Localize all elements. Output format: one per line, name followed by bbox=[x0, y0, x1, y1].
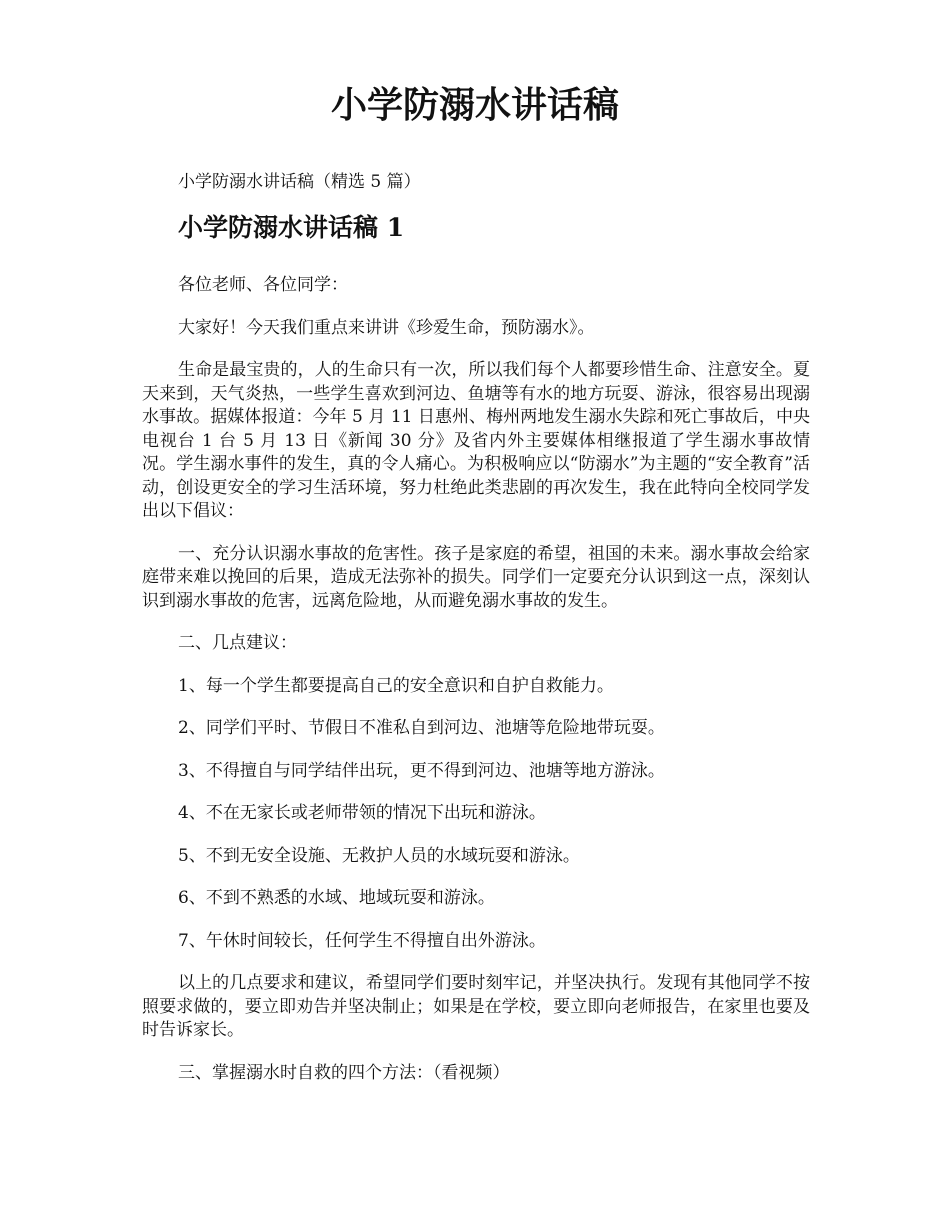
list-item-suggestion-6: 6、不到不熟悉的水域、地域玩耍和游泳。 bbox=[178, 888, 495, 908]
paragraph-point-one: 一、充分认识溺水事故的危害性。孩子是家庭的希望，祖国的未来。溺水事故会给家庭带来难以挽回的后果，造成无法弥补的损失。同学们一定要充分认识到这一点，深刻认识到溺水事故的危害，远离危险地，从而避免溺水事故的发生。 bbox=[142, 543, 810, 611]
list-item-suggestion-7: 7、午休时间较长，任何学生不得擅自出外游泳。 bbox=[178, 930, 546, 951]
paragraph-greeting: 各位老师、各位同学： bbox=[178, 275, 348, 295]
document-title: 小学防溺水讲话稿 bbox=[330, 84, 619, 126]
document-body bbox=[142, 274, 810, 1104]
list-item-suggestion-1: 1、每一个学生都要提高自己的安全意识和自护自救能力。 bbox=[178, 675, 614, 696]
paragraph-point-three-heading: 三、掌握溺水时自救的四个方法：（看视频） bbox=[178, 1062, 510, 1083]
paragraph-point-two-heading: 二、几点建议： bbox=[178, 633, 297, 653]
section-heading: 小学防溺水讲话稿 1 bbox=[178, 213, 405, 242]
list-item-suggestion-5: 5、不到无安全设施、无救护人员的水域玩耍和游泳。 bbox=[178, 845, 580, 866]
list-item-suggestion-3: 3、不得擅自与同学结伴出玩，更不得到河边、池塘等地方游泳。 bbox=[178, 760, 665, 781]
list-item-suggestion-4: 4、不在无家长或老师带领的情况下出玩和游泳。 bbox=[178, 803, 546, 823]
document-subtitle: 小学防溺水讲话稿（精选 5 篇） bbox=[178, 172, 421, 192]
list-item-suggestion-2: 2、同学们平时、节假日不准私自到河边、池塘等危险地带玩耍。 bbox=[178, 718, 665, 738]
paragraph-background: 生命是最宝贵的，人的生命只有一次，所以我们每个人都要珍惜生命、注意安全。夏天来到，天气炎热，一些学生喜欢到河边、鱼塘等有水的地方玩耍、游泳，很容易出现溺水事故。据媒体报道：今年 5 月 11 日惠州、梅州两地发生溺水失踪和死亡事故后，中央电视台 1 台 5 月 13 日《新闻 30 分》及省内外主要媒体相继报道了学生溺水事故情况。学生溺水事件的发生，真的令人痛心。为积极响应以“防溺水”为主题的“安全教育”活动，创设更安全的学习生活环境，努力杜绝此类悲剧的再次发生，我在此特向全校同学发出以下倡议： bbox=[142, 360, 810, 521]
paragraph-summary: 以上的几点要求和建议，希望同学们要时刻牢记，并坚决执行。发现有其他同学不按照要求做的，要立即劝告并坚决制止；如果是在学校，要立即向老师报告，在家里也要及时告诉家长。 bbox=[142, 973, 810, 1040]
paragraph-opening: 大家好！今天我们重点来讲讲《珍爱生命，预防溺水》。 bbox=[178, 317, 595, 338]
